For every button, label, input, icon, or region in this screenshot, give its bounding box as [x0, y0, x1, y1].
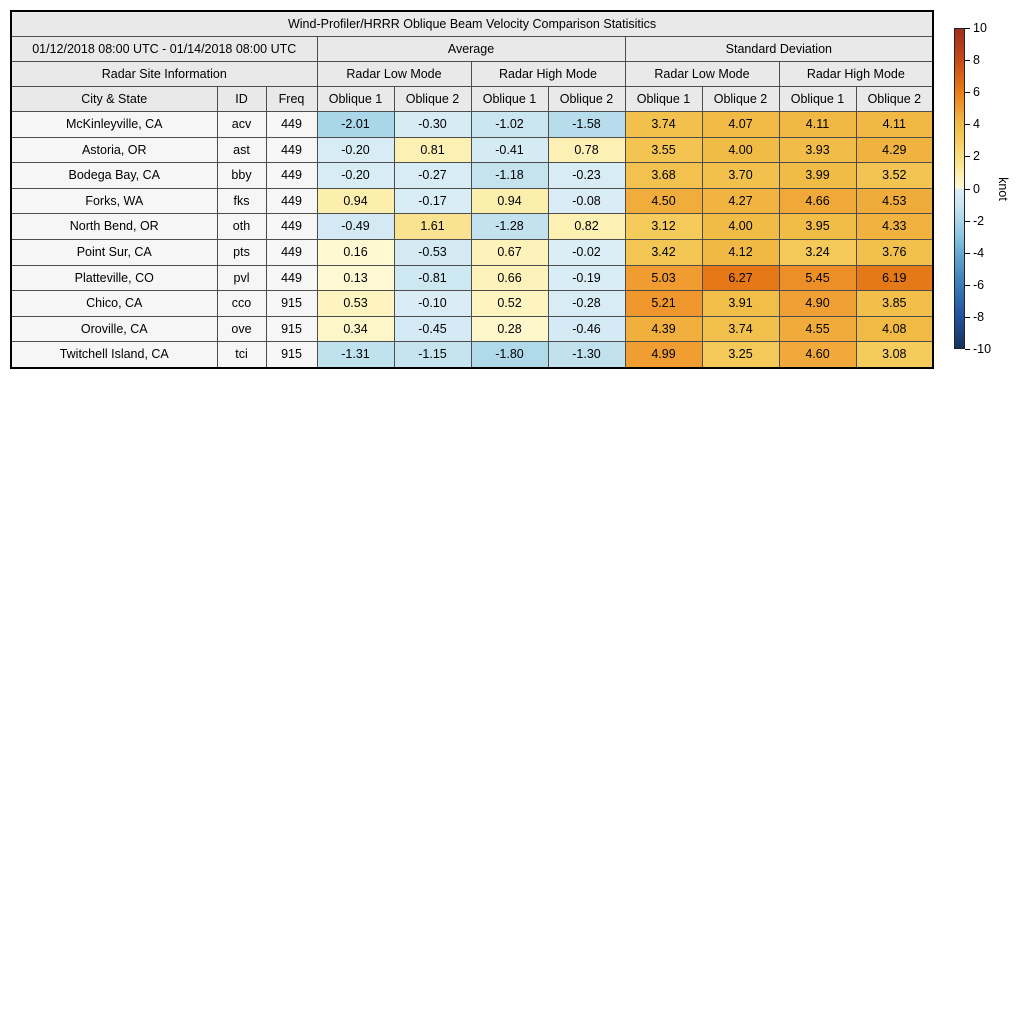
value-cell: 4.39 [625, 316, 702, 342]
value-cell: 5.21 [625, 291, 702, 317]
value-cell: -0.46 [548, 316, 625, 342]
freq-cell: 449 [266, 137, 317, 163]
value-cell: -0.28 [548, 291, 625, 317]
group-header-stddev: Standard Deviation [625, 37, 933, 62]
city-cell: Platteville, CO [11, 265, 217, 291]
value-cell: 3.52 [856, 163, 933, 189]
value-cell: -0.41 [471, 137, 548, 163]
value-cell: 0.28 [471, 316, 548, 342]
colorbar-tick-mark [965, 349, 970, 350]
value-cell: 3.76 [856, 239, 933, 265]
value-cell: 3.25 [702, 342, 779, 368]
title-row [11, 11, 933, 37]
value-cell: -0.27 [394, 163, 471, 189]
freq-cell: 449 [266, 112, 317, 138]
value-cell: 3.93 [779, 137, 856, 163]
col-header-oblique: Oblique 2 [856, 87, 933, 112]
value-cell: 4.29 [856, 137, 933, 163]
value-cell: -1.58 [548, 112, 625, 138]
colorbar-tick-label: -10 [973, 342, 992, 356]
value-cell: 0.81 [394, 137, 471, 163]
col-header-city: City & State [11, 87, 217, 112]
colorbar-tick-mark [965, 124, 970, 125]
value-cell: -0.20 [317, 137, 394, 163]
value-cell: -0.30 [394, 112, 471, 138]
colorbar-tick-label: -8 [973, 309, 985, 324]
value-cell: -1.30 [548, 342, 625, 368]
table-row [11, 188, 933, 214]
table-row [11, 239, 933, 265]
mode-header-avg-high: Radar High Mode [471, 62, 625, 87]
value-cell: -0.81 [394, 265, 471, 291]
colorbar-tick-mark [965, 28, 970, 29]
value-cell: 0.94 [317, 188, 394, 214]
value-cell: 4.33 [856, 214, 933, 240]
value-cell: 4.90 [779, 291, 856, 317]
value-cell: 0.78 [548, 137, 625, 163]
site-info-header: Radar Site Information [11, 62, 317, 87]
colorbar-tick-label: 6 [973, 85, 980, 100]
period-cell: 01/12/2018 08:00 UTC - 01/14/2018 08:00 UTC [11, 37, 317, 62]
colorbar-tick-label: 4 [973, 117, 980, 132]
value-cell: 3.99 [779, 163, 856, 189]
freq-cell: 449 [266, 188, 317, 214]
city-cell: North Bend, OR [11, 214, 217, 240]
value-cell: 3.24 [779, 239, 856, 265]
value-cell: 5.45 [779, 265, 856, 291]
id-cell: tci [217, 342, 266, 368]
id-cell: bby [217, 163, 266, 189]
colorbar [954, 28, 965, 349]
freq-cell: 915 [266, 342, 317, 368]
freq-cell: 915 [266, 291, 317, 317]
value-cell: -1.28 [471, 214, 548, 240]
value-cell: -0.17 [394, 188, 471, 214]
col-header-oblique: Oblique 1 [625, 87, 702, 112]
mode-header-row [11, 62, 933, 87]
id-cell: pts [217, 239, 266, 265]
value-cell: -0.23 [548, 163, 625, 189]
value-cell: -1.18 [471, 163, 548, 189]
colorbar-tick-mark [965, 189, 970, 190]
table-row [11, 265, 933, 291]
value-cell: -0.20 [317, 163, 394, 189]
city-cell: Point Sur, CA [11, 239, 217, 265]
group-header-average: Average [317, 37, 625, 62]
mode-header-sd-low: Radar Low Mode [625, 62, 779, 87]
id-cell: oth [217, 214, 266, 240]
table-row [11, 112, 933, 138]
value-cell: -1.31 [317, 342, 394, 368]
table-row [11, 316, 933, 342]
value-cell: 4.11 [779, 112, 856, 138]
value-cell: 4.27 [702, 188, 779, 214]
value-cell: 4.55 [779, 316, 856, 342]
colorbar-tick-mark [965, 253, 970, 254]
colorbar-tick-label: -2 [973, 213, 985, 228]
city-cell: Bodega Bay, CA [11, 163, 217, 189]
value-cell: 1.61 [394, 214, 471, 240]
id-cell: pvl [217, 265, 266, 291]
freq-cell: 449 [266, 163, 317, 189]
id-cell: acv [217, 112, 266, 138]
value-cell: -0.53 [394, 239, 471, 265]
city-cell: McKinleyville, CA [11, 112, 217, 138]
value-cell: -0.19 [548, 265, 625, 291]
value-cell: -1.80 [471, 342, 548, 368]
stats-table [10, 10, 934, 369]
value-cell: 0.67 [471, 239, 548, 265]
value-cell: 4.50 [625, 188, 702, 214]
value-cell: 4.00 [702, 214, 779, 240]
colorbar-tick-label: 10 [973, 21, 987, 35]
colorbar-tick-mark [965, 317, 970, 318]
value-cell: -1.15 [394, 342, 471, 368]
value-cell: -0.08 [548, 188, 625, 214]
value-cell: 4.66 [779, 188, 856, 214]
value-cell: 5.03 [625, 265, 702, 291]
value-cell: 3.74 [625, 112, 702, 138]
id-cell: fks [217, 188, 266, 214]
value-cell: 3.55 [625, 137, 702, 163]
value-cell: 0.16 [317, 239, 394, 265]
colorbar-tick-mark [965, 156, 970, 157]
id-cell: cco [217, 291, 266, 317]
city-cell: Chico, CA [11, 291, 217, 317]
value-cell: 4.11 [856, 112, 933, 138]
value-cell: 3.42 [625, 239, 702, 265]
value-cell: 4.00 [702, 137, 779, 163]
value-cell: 4.53 [856, 188, 933, 214]
id-cell: ove [217, 316, 266, 342]
col-header-oblique: Oblique 1 [779, 87, 856, 112]
col-header-oblique: Oblique 2 [548, 87, 625, 112]
value-cell: -2.01 [317, 112, 394, 138]
value-cell: 4.07 [702, 112, 779, 138]
colorbar-tick-label: -6 [973, 277, 985, 292]
value-cell: -1.02 [471, 112, 548, 138]
value-cell: 3.91 [702, 291, 779, 317]
value-cell: 4.99 [625, 342, 702, 368]
freq-cell: 449 [266, 214, 317, 240]
value-cell: 6.27 [702, 265, 779, 291]
value-cell: 3.85 [856, 291, 933, 317]
col-header-id: ID [217, 87, 266, 112]
col-header-freq: Freq [266, 87, 317, 112]
value-cell: -0.10 [394, 291, 471, 317]
colorbar-tick-label: 8 [973, 53, 980, 68]
colorbar-unit-label: knot [996, 177, 1010, 201]
value-cell: 0.82 [548, 214, 625, 240]
city-cell: Forks, WA [11, 188, 217, 214]
colorbar-tick-mark [965, 92, 970, 93]
value-cell: 3.08 [856, 342, 933, 368]
value-cell: 3.68 [625, 163, 702, 189]
col-header-oblique: Oblique 2 [394, 87, 471, 112]
col-header-oblique: Oblique 1 [471, 87, 548, 112]
value-cell: -0.45 [394, 316, 471, 342]
id-cell: ast [217, 137, 266, 163]
value-cell: -0.49 [317, 214, 394, 240]
value-cell: 0.52 [471, 291, 548, 317]
city-cell: Twitchell Island, CA [11, 342, 217, 368]
value-cell: 4.60 [779, 342, 856, 368]
colorbar-tick-label: 0 [973, 181, 980, 196]
col-header-oblique: Oblique 1 [317, 87, 394, 112]
value-cell: 0.53 [317, 291, 394, 317]
mode-header-avg-low: Radar Low Mode [317, 62, 471, 87]
table-row [11, 214, 933, 240]
freq-cell: 915 [266, 316, 317, 342]
mode-header-sd-high: Radar High Mode [779, 62, 933, 87]
freq-cell: 449 [266, 239, 317, 265]
city-cell: Oroville, CA [11, 316, 217, 342]
group-header-row [11, 37, 933, 62]
value-cell: 0.34 [317, 316, 394, 342]
table-row [11, 137, 933, 163]
value-cell: 6.19 [856, 265, 933, 291]
value-cell: 3.95 [779, 214, 856, 240]
value-cell: 3.70 [702, 163, 779, 189]
table-row [11, 291, 933, 317]
value-cell: -0.02 [548, 239, 625, 265]
value-cell: 3.74 [702, 316, 779, 342]
value-cell: 0.66 [471, 265, 548, 291]
value-cell: 0.13 [317, 265, 394, 291]
city-cell: Astoria, OR [11, 137, 217, 163]
colorbar-tick-mark [965, 285, 970, 286]
col-header-oblique: Oblique 2 [702, 87, 779, 112]
colorbar-tick-label: 2 [973, 149, 980, 164]
table-row [11, 342, 933, 368]
colorbar-tick-mark [965, 60, 970, 61]
value-cell: 4.08 [856, 316, 933, 342]
value-cell: 4.12 [702, 239, 779, 265]
value-cell: 0.94 [471, 188, 548, 214]
colorbar-tick-label: -4 [973, 245, 985, 260]
column-header-row [11, 87, 933, 112]
table-row [11, 163, 933, 189]
value-cell: 3.12 [625, 214, 702, 240]
table-title: Wind-Profiler/HRRR Oblique Beam Velocity Comparison Statisitics [11, 11, 933, 37]
colorbar-tick-mark [965, 221, 970, 222]
freq-cell: 449 [266, 265, 317, 291]
